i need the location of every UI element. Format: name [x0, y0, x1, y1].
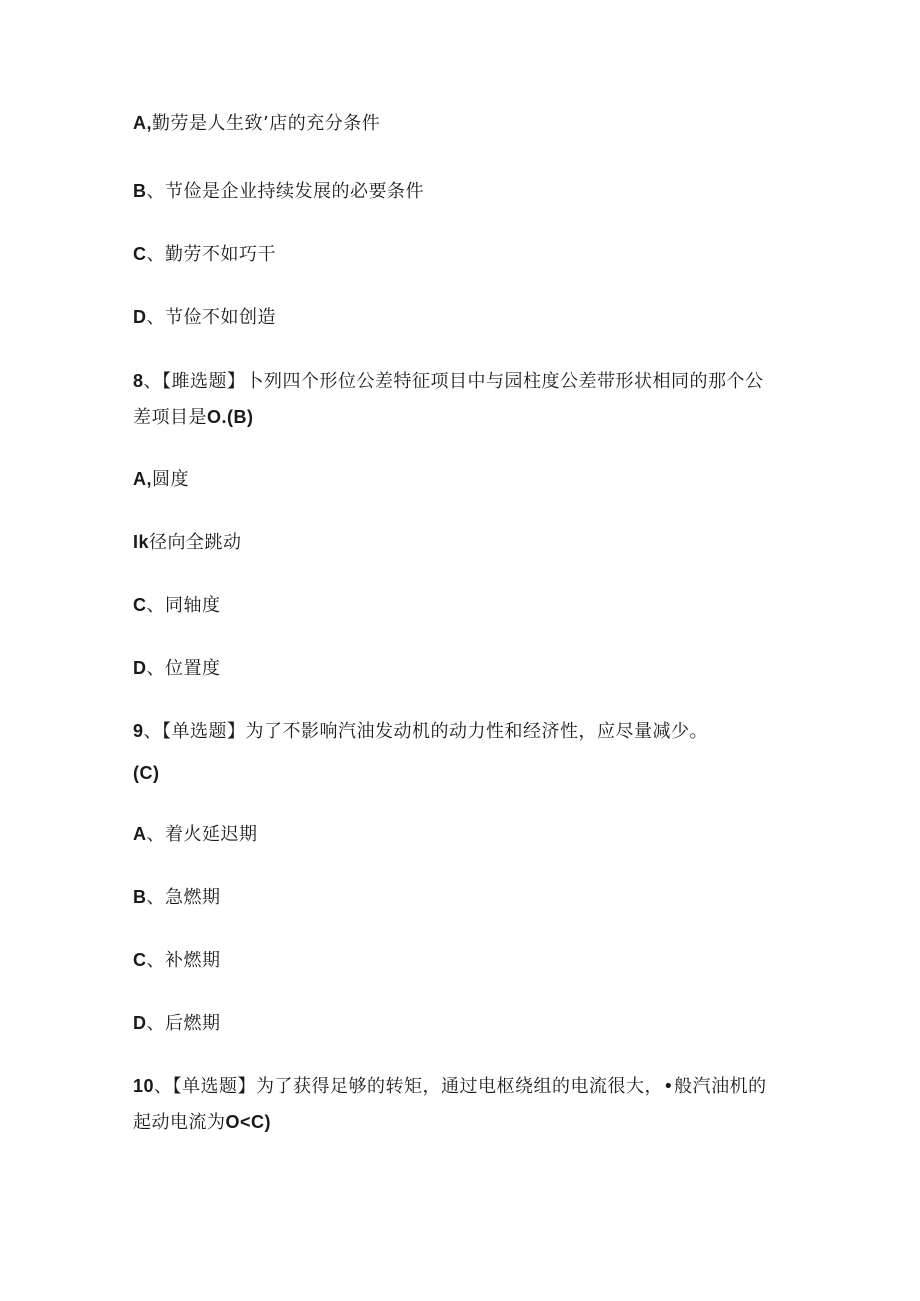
- question-text: 差项目是: [133, 407, 207, 428]
- option-a-q8: [133, 468, 189, 491]
- option-letter: C: [133, 950, 147, 970]
- question-number: 8: [133, 371, 144, 391]
- option-text: 、急燃期: [146, 887, 221, 908]
- option-d-q9: [133, 1012, 221, 1035]
- question-8-continued: [133, 406, 254, 429]
- question-number: 10: [133, 1076, 155, 1096]
- option-letter: C: [133, 244, 147, 264]
- option-letter: D: [133, 307, 147, 327]
- option-letter: B: [133, 887, 147, 907]
- option-text: 、同轴度: [146, 595, 221, 616]
- question-10-continued: [133, 1111, 271, 1134]
- option-d-q7: [133, 306, 276, 329]
- question-9-answer: [133, 762, 160, 785]
- option-a-q9: [133, 823, 258, 846]
- option-b-q8: [133, 531, 242, 554]
- option-letter: D: [133, 658, 147, 678]
- option-text: 径向全跳动: [149, 532, 242, 553]
- option-c-q9: [133, 949, 221, 972]
- question-number: 9: [133, 721, 144, 741]
- question-10: [133, 1075, 767, 1098]
- option-b-q9: [133, 886, 221, 909]
- question-8: [133, 370, 764, 393]
- option-text: 、后燃期: [146, 1013, 221, 1034]
- option-d-q8: [133, 657, 221, 680]
- option-text: 、勤劳不如巧干: [146, 244, 276, 265]
- option-text: 勤劳是人生致’店的充分条件: [152, 113, 381, 134]
- answer-key: O.(B): [207, 407, 254, 427]
- question-text: 起动电流为: [133, 1112, 226, 1133]
- option-letter: D: [133, 1013, 147, 1033]
- answer-key: O<C): [225, 1112, 272, 1132]
- option-letter: A,: [133, 469, 152, 489]
- answer-key: (C): [133, 763, 160, 783]
- option-text: 、节俭不如创造: [146, 307, 276, 328]
- option-c-q8: [133, 594, 221, 617]
- option-letter: B: [133, 181, 147, 201]
- question-text: 、【雎选题】卜列四个形位公差特征项目中与园柱度公差带形状相同的那个公: [143, 371, 764, 392]
- option-letter: Ik: [133, 532, 150, 552]
- option-letter: C: [133, 595, 147, 615]
- option-text: 、节俭是企业持续发展的必要条件: [146, 181, 424, 202]
- option-text: 、位置度: [146, 658, 221, 679]
- option-letter: A,: [133, 113, 152, 133]
- option-c-q7: [133, 243, 276, 266]
- option-text: 圆度: [152, 469, 189, 490]
- option-a-q7: [133, 112, 380, 135]
- question-9: [133, 720, 708, 743]
- option-b-q7: [133, 180, 424, 203]
- option-text: 、补燃期: [146, 950, 221, 971]
- option-letter: A: [133, 824, 147, 844]
- question-text: 、【单选题】为了不影响汽油发动机的动力性和经济性，应尽量减少。: [143, 721, 709, 742]
- question-text: 、【单选题】为了获得足够的转矩，通过电枢绕组的电流很大，•般汽油机的: [154, 1076, 767, 1097]
- option-text: 、着火延迟期: [146, 824, 258, 845]
